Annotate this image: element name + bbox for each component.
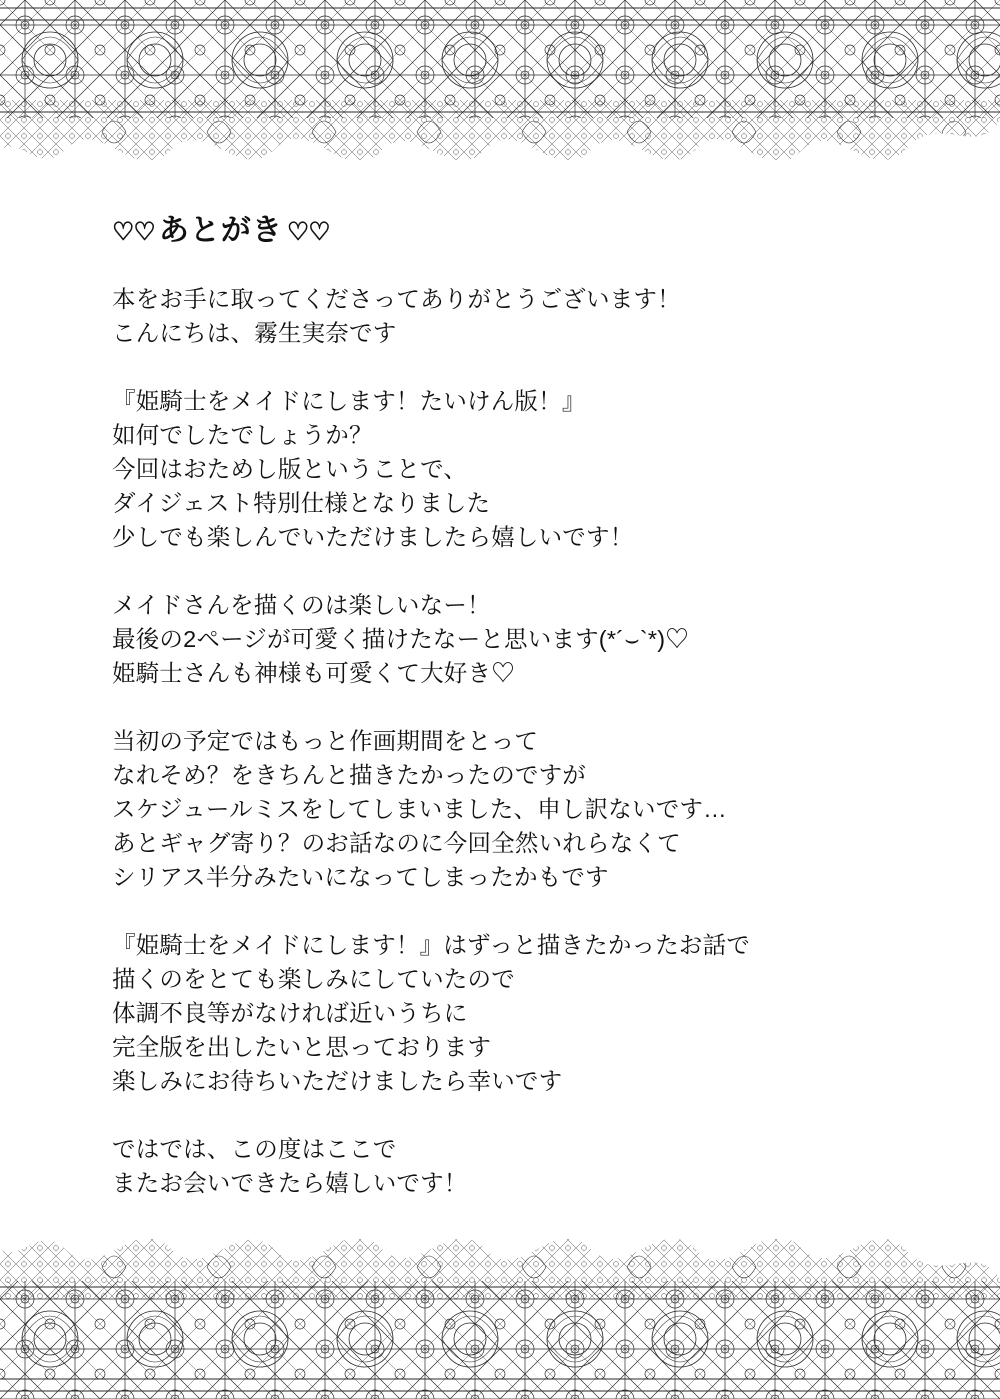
text-line: こんにちは、霧生実奈です [112,320,397,346]
text-line: なれそめ？をきちんと描きたかったのですが [112,762,586,788]
page-title [112,205,330,249]
text-line: 描くのをとても楽しみにしていたので [112,966,515,992]
text-line: あとギャグ寄り？のお話なのに今回全然いれらなくて [112,830,681,856]
text-line: 最後の2ページが可愛く描けたなーと思います(*´⌣`*)♡ [112,626,689,652]
text-line: 楽しみにお待ちいただけましたら幸いです [112,1068,563,1094]
paragraph [112,384,932,554]
text-line: 完全版を出したいと思っております [112,1034,492,1060]
text-line: スケジュールミスをしてしまいました、申し訳ないです… [112,796,727,822]
paragraph [112,724,932,894]
text-line: 少しでも楽しんでいただけましたら嬉しいです！ [112,524,634,550]
text-line: 如何でしたでしょうか？ [112,422,373,448]
text-line: 本をお手に取ってくださってありがとうございます！ [112,286,681,312]
heart-icon-right: ♡♡ [286,218,330,246]
text-line: 『姫騎士をメイドにします！』はずっと描きたかったお話で [112,932,751,958]
text-line: シリアス半分みたいになってしまったかもです [112,864,609,890]
text-line: 『姫騎士をメイドにします！たいけん版！』 [112,388,586,414]
text-line: 当初の予定ではもっと作画期間をとって [112,728,539,754]
paragraph [112,928,932,1098]
page-title-label: あとがき [158,214,283,247]
text-line: 今回はおためし版ということで、 [112,456,468,482]
text-line: ダイジェスト特別仕様となりました [112,490,491,516]
heart-icon-left: ♡♡ [112,218,155,246]
text-line: 姫騎士さんも神様も可愛くて大好き♡ [112,660,515,686]
text-line: メイドさんを描くのは楽しいなー！ [112,592,491,618]
paragraph [112,588,932,690]
paragraph [112,1132,932,1200]
paragraph [112,282,932,350]
text-line: 体調不良等がなければ近いうちに [112,1000,468,1026]
text-line: またお会いできたら嬉しいです！ [112,1170,468,1196]
afterword-body [112,282,932,1200]
text-line: ではでは、この度はここで [112,1136,397,1162]
